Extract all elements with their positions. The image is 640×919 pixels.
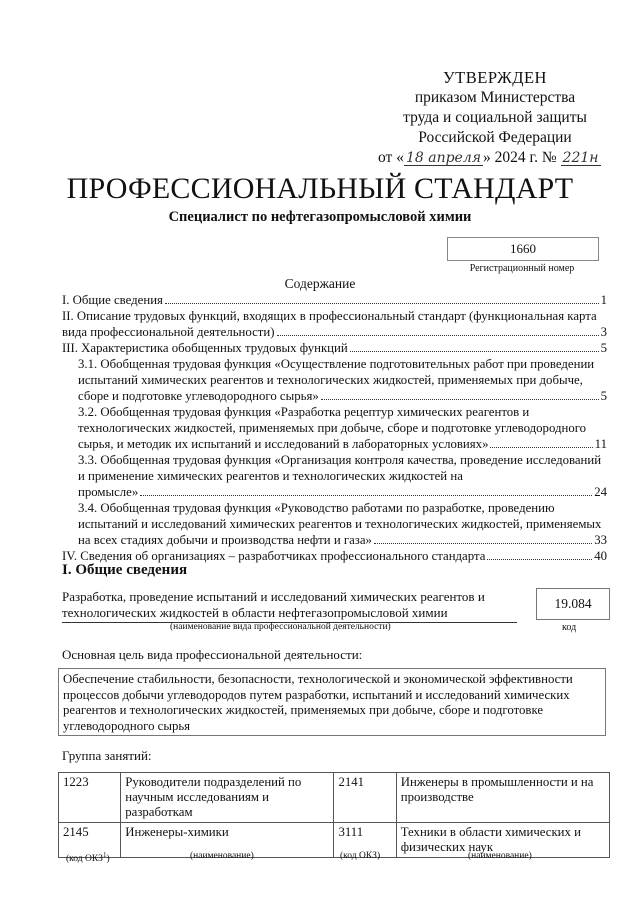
handwritten-number: 221н — [562, 150, 599, 166]
occupation-name-caption: (наименование) — [468, 851, 532, 861]
activity-caption: (наименование вида профессиональной деятельности) — [170, 622, 391, 632]
goal-text-box: Обеспечение стабильности, безопасности, технологической и экономической эффективности процессов добычи углеводородов путем разработки, испытаний и исследований химических реагентов и технологических жидкостей, применяемых при добыче, сборе и подготовке углеводородного сырья — [58, 668, 606, 736]
occupation-group-label: Группа занятий: — [62, 748, 152, 763]
activity-name: Разработка, проведение испытаний и исследований химических реагентов и технологических жидкостей в области нефтегазопромысловой химии — [62, 589, 517, 623]
toc-item[interactable]: II. Описание трудовых функций, входящих в профессиональный стандарт (функциональная карта вида профессиональной деятельности) 3 — [62, 309, 607, 339]
toc-item[interactable]: 3.3. Обобщенная трудовая функция «Организация контроля качества, проведение исследований и применение химических реагентов и технологических жидкостей на промысле» 24 — [78, 453, 607, 499]
date-prefix: от « — [378, 149, 404, 166]
approval-heading: УТВЕРЖДЕН — [443, 68, 547, 87]
toc-item[interactable]: IV. Сведения об организациях – разработчиках профессионального стандарта 40 — [62, 549, 607, 563]
okz-code-cell: 2141 — [334, 773, 396, 823]
okz-code-cell: 3111 — [334, 823, 396, 858]
approval-date-line: от « 18 апреля » 2024 г. № 221н — [378, 149, 599, 166]
occupation-name-cell: Инженеры в промышленности и на производстве — [396, 773, 609, 823]
handwritten-date: 18 апреля — [405, 150, 482, 166]
occupation-table — [58, 772, 610, 858]
document-subtitle: Специалист по нефтегазопромысловой химии — [168, 209, 472, 225]
registration-number-box: 1660 — [447, 237, 599, 261]
date-mid: 2024 г. № — [494, 149, 557, 166]
approval-line: труда и социальной защиты — [403, 109, 587, 126]
okz-code-caption: (код ОКЗ) — [340, 851, 381, 861]
code-caption: код — [562, 622, 577, 633]
toc-item[interactable]: I. Общие сведения 1 — [62, 293, 607, 307]
toc-item[interactable]: III. Характеристика обобщенных трудовых функций 5 — [62, 341, 607, 355]
table-of-contents — [62, 292, 607, 564]
goal-label: Основная цель вида профессиональной деятельности: — [62, 647, 363, 662]
occupation-name-cell: Инженеры-химики — [121, 823, 334, 858]
toc-title: Содержание — [284, 276, 356, 291]
okz-code-cell: 1223 — [59, 773, 121, 823]
section-heading: I. Общие сведения — [62, 562, 188, 578]
occupation-name-cell: Руководители подразделений по научным исследованиям и разработкам — [121, 773, 334, 823]
okz-code-caption: (код ОКЗ$^1$) — [66, 851, 110, 865]
approval-stamp — [370, 68, 620, 168]
document-title: ПРОФЕССИОНАЛЬНЫЙ СТАНДАРТ — [66, 172, 574, 205]
toc-item[interactable]: 3.4. Обобщенная трудовая функция «Руководство работами по разработке, проведению испытаний и исследований химических реагентов и технологических жидкостей, применяемых на всех стадиях добычи и производства нефти и газа» 33 — [78, 501, 607, 547]
table-row — [59, 773, 610, 823]
registration-number-label: Регистрационный номер — [469, 263, 575, 274]
occupation-name-caption: (наименование) — [190, 851, 254, 861]
activity-code-box: 19.084 — [536, 588, 610, 620]
approval-line: Российской Федерации — [418, 129, 572, 146]
okz-code-cell: 2145 — [59, 823, 121, 858]
approval-line: приказом Министерства — [414, 89, 576, 106]
occupation-name-cell: Техники в области химических и физических наук — [396, 823, 609, 858]
toc-item[interactable]: 3.1. Обобщенная трудовая функция «Осуществление подготовительных работ при проведении испытаний химических реагентов и технологических жидкостей, применяемых при добыче, сборе и подготовке углеводородного сырья» 5 — [78, 357, 607, 403]
toc-item[interactable]: 3.2. Обобщенная трудовая функция «Разработка рецептур химических реагентов и технологических жидкостей, применяемых при добыче, сборе и подготовке углеводородного сырья, и методик их испытаний и исследований в лабораторных условиях» 11 — [78, 405, 607, 451]
